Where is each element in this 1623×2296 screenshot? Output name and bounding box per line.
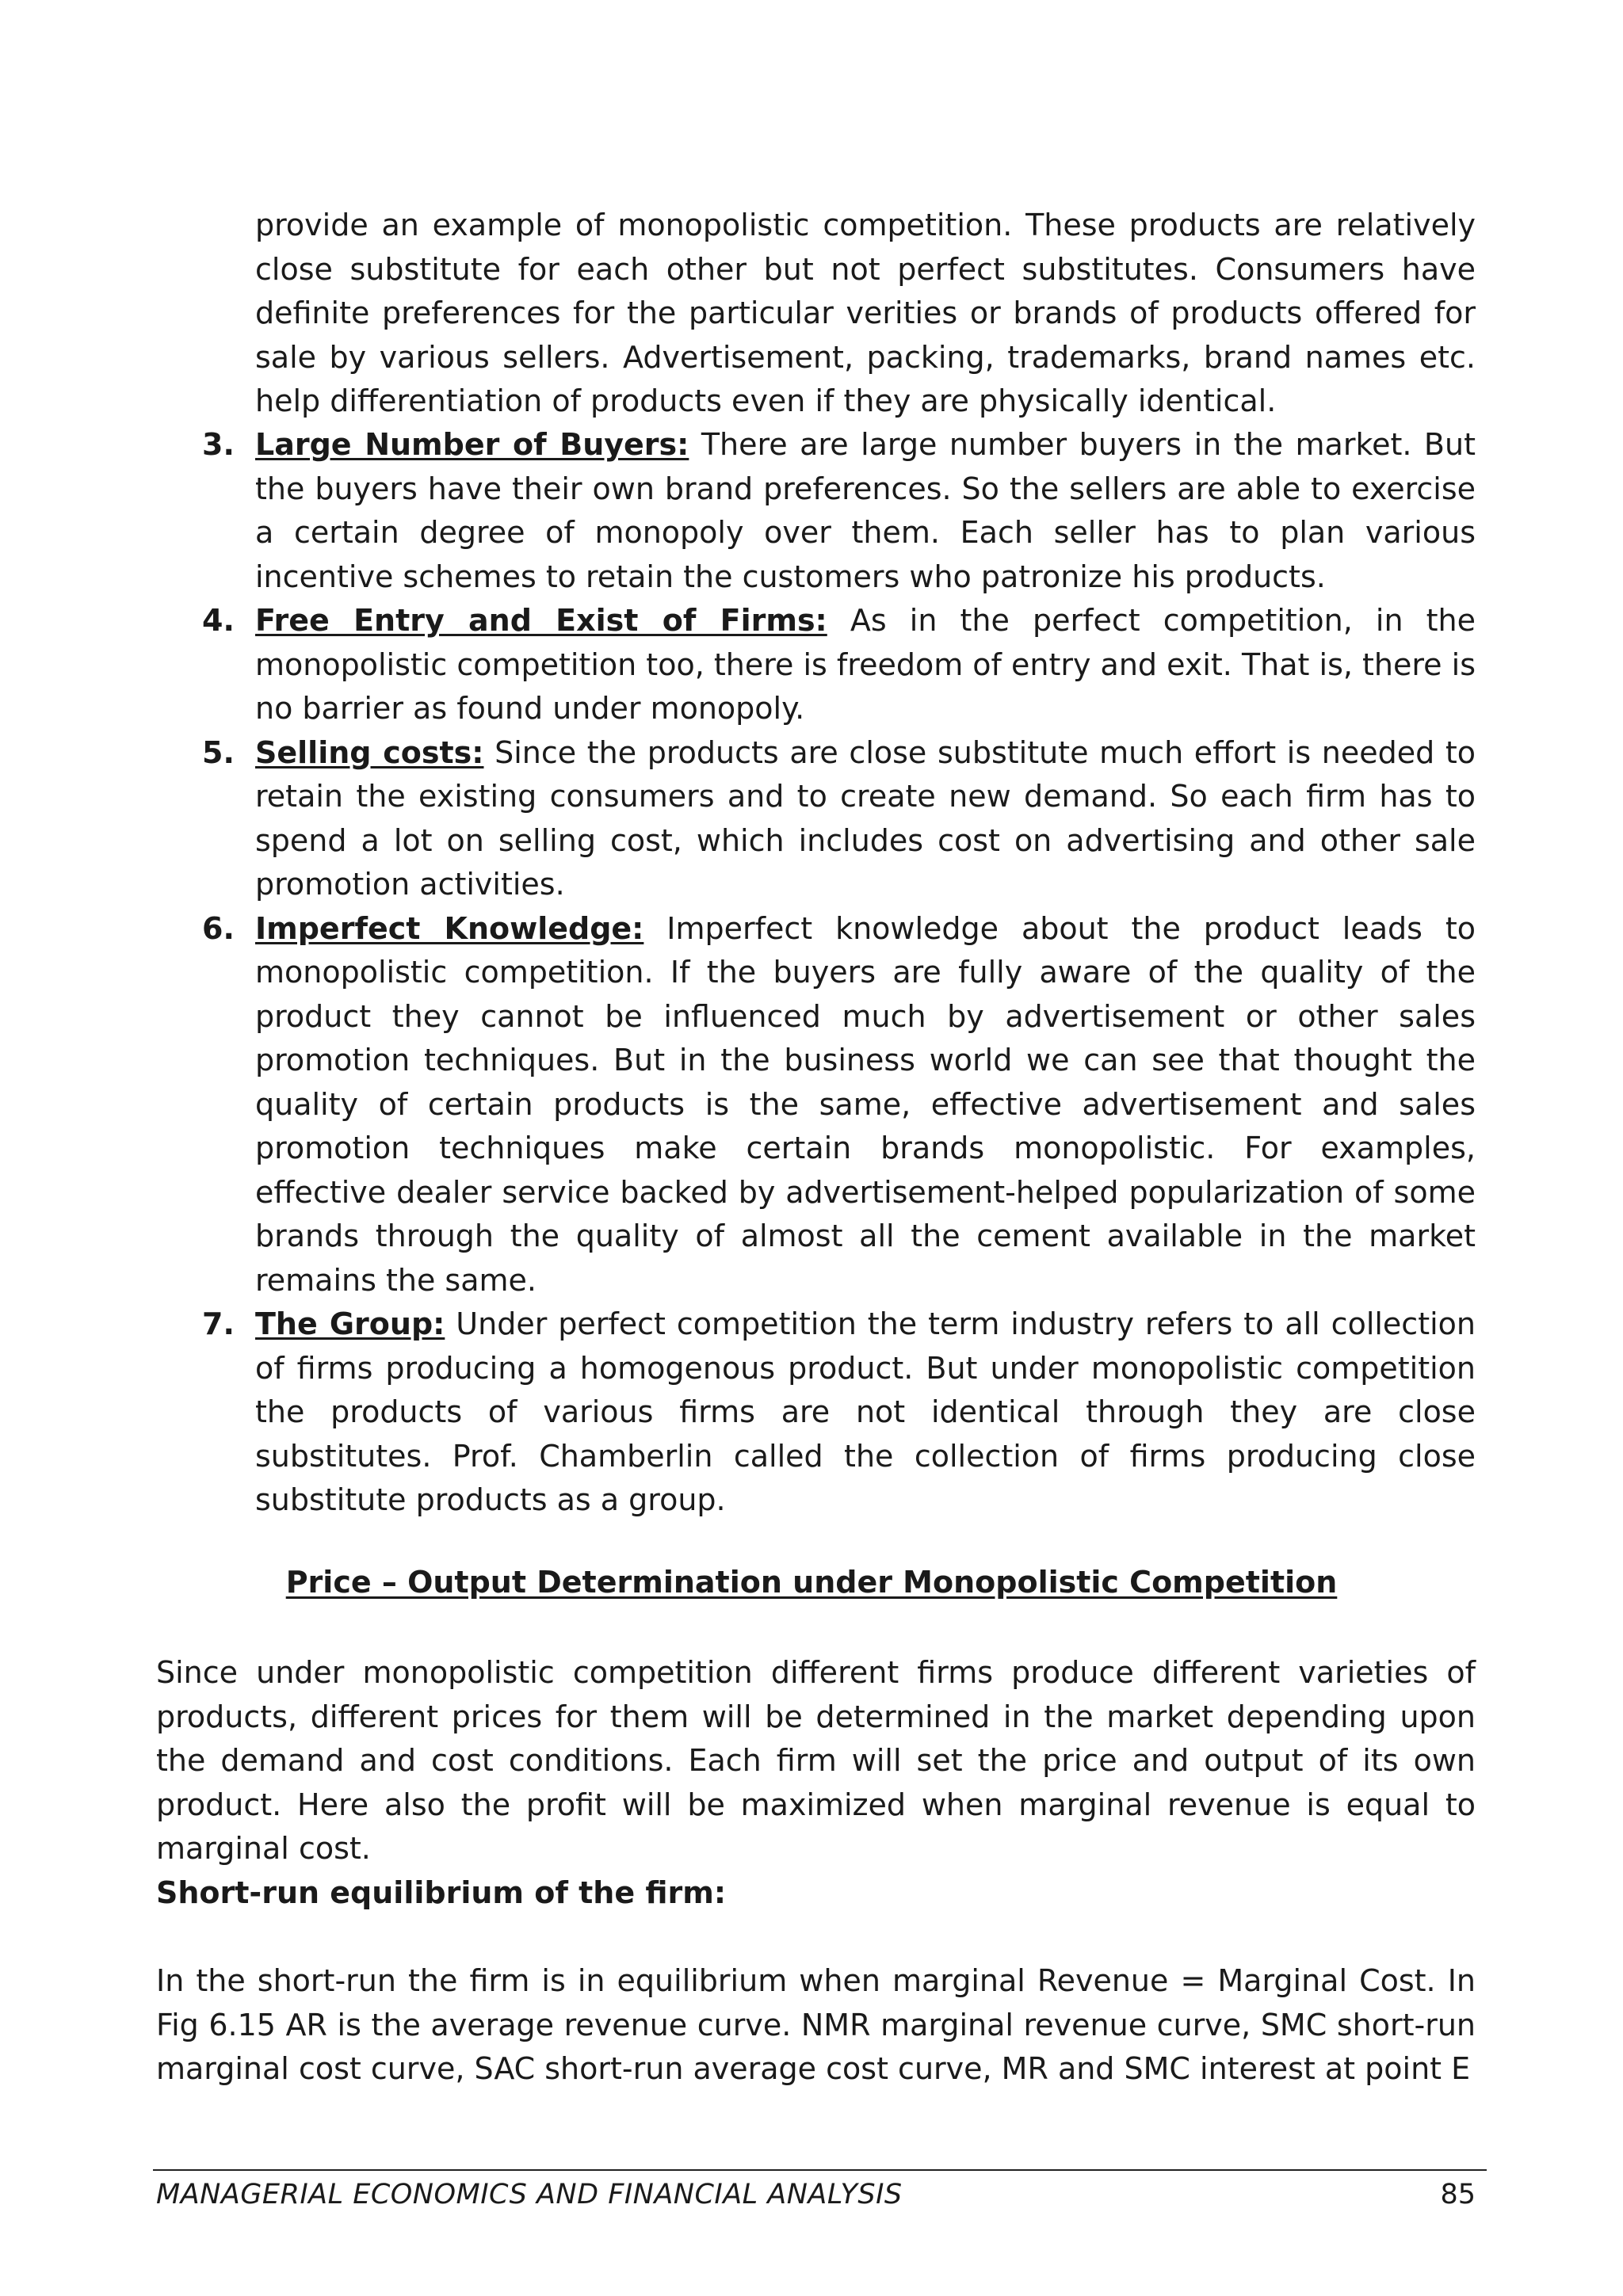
list-item-number: 7.: [202, 1306, 235, 1341]
list-item: [155, 1302, 1476, 1523]
list-item-term: Large Number of Buyers:: [255, 427, 689, 462]
list-item-number: 6.: [202, 910, 235, 946]
list-item-term: Free Entry and Exist of Firms:: [255, 603, 827, 638]
page-number: 85: [1440, 2179, 1476, 2210]
list-item: [155, 599, 1476, 731]
footer-divider: [153, 2169, 1487, 2171]
list-item-text: Imperfect knowledge about the product leads to monopolistic competition. If the buyers are fully aware of the quality of the product they cannot be influenced much by advertisement or other sales promotion techniques. But in the business world we can see that thought the quality of certain products is the same, effective advertisement and sales promotion techniques make certain brands monopolistic. For examples, effective dealer service backed by advertisement-helped popularization of some brands through the quality of almost all the cement available in the market remains the same.: [255, 910, 1476, 1298]
feature-list: [155, 423, 1476, 1523]
intro-paragraph: provide an example of monopolistic competition. These products are relatively close substitute for each other but not perfect substitutes. Consumers have definite preferences for the particular verities or brands of products offered for sale by various sellers. Advertisement, packing, trademarks, brand names etc. help differentiation of products even if they are physically identical.: [255, 208, 1476, 418]
subsection-paragraph: In the short-run the firm is in equilibrium when marginal Revenue = Marginal Cost. In Fig 6.15 AR is the average revenue curve. NMR marginal revenue curve, SMC short-run marginal cost curve, SAC short-run average cost curve, MR and SMC interest at point E: [156, 1963, 1476, 2086]
list-item-number: 3.: [202, 427, 235, 462]
list-item-number: 4.: [202, 603, 235, 638]
subsection-heading: Short-run equilibrium of the firm:: [156, 1875, 727, 1910]
list-item: [155, 423, 1476, 599]
list-item-term: Selling costs:: [255, 734, 484, 770]
section-heading: Price – Output Determination under Monopolistic Competition: [285, 1565, 1338, 1600]
list-item-number: 5.: [202, 734, 235, 770]
list-item: [155, 907, 1476, 1303]
section-paragraph: Since under monopolistic competition different firms produce different varieties of products, different prices for them will be determined in the market depending upon the demand and cost conditions. Each firm will set the price and output of its own product. Here also the profit will be maximized when marginal revenue is equal to marginal cost.: [156, 1655, 1476, 1866]
list-item-term: The Group:: [255, 1306, 445, 1341]
list-item-text: There are large number buyers in the market. But the buyers have their own brand preferences. So the sellers are able to exercise a certain degree of monopoly over them. Each seller has to plan various incentive schemes to retain the customers who patronize his products.: [255, 427, 1476, 594]
list-item-text: Since the products are close substitute much effort is needed to retain the existing consumers and to create new demand. So each firm has to spend a lot on selling cost, which includes cost on advertising and other sale promotion activities.: [255, 734, 1476, 902]
list-item-text: Under perfect competition the term industry refers to all collection of firms producing a homogenous product. But under monopolistic competition the products of various firms are not identical through they are close substitutes. Prof. Chamberlin called the collection of firms producing close substitute products as a group.: [255, 1306, 1476, 1517]
list-item-text: As in the perfect competition, in the monopolistic competition too, there is freedom of entry and exit. That is, there is no barrier as found under monopoly.: [255, 603, 1476, 726]
list-item: [155, 731, 1476, 907]
list-item-term: Imperfect Knowledge:: [255, 910, 644, 946]
footer-title: MANAGERIAL ECONOMICS AND FINANCIAL ANALYSIS: [156, 2179, 903, 2210]
